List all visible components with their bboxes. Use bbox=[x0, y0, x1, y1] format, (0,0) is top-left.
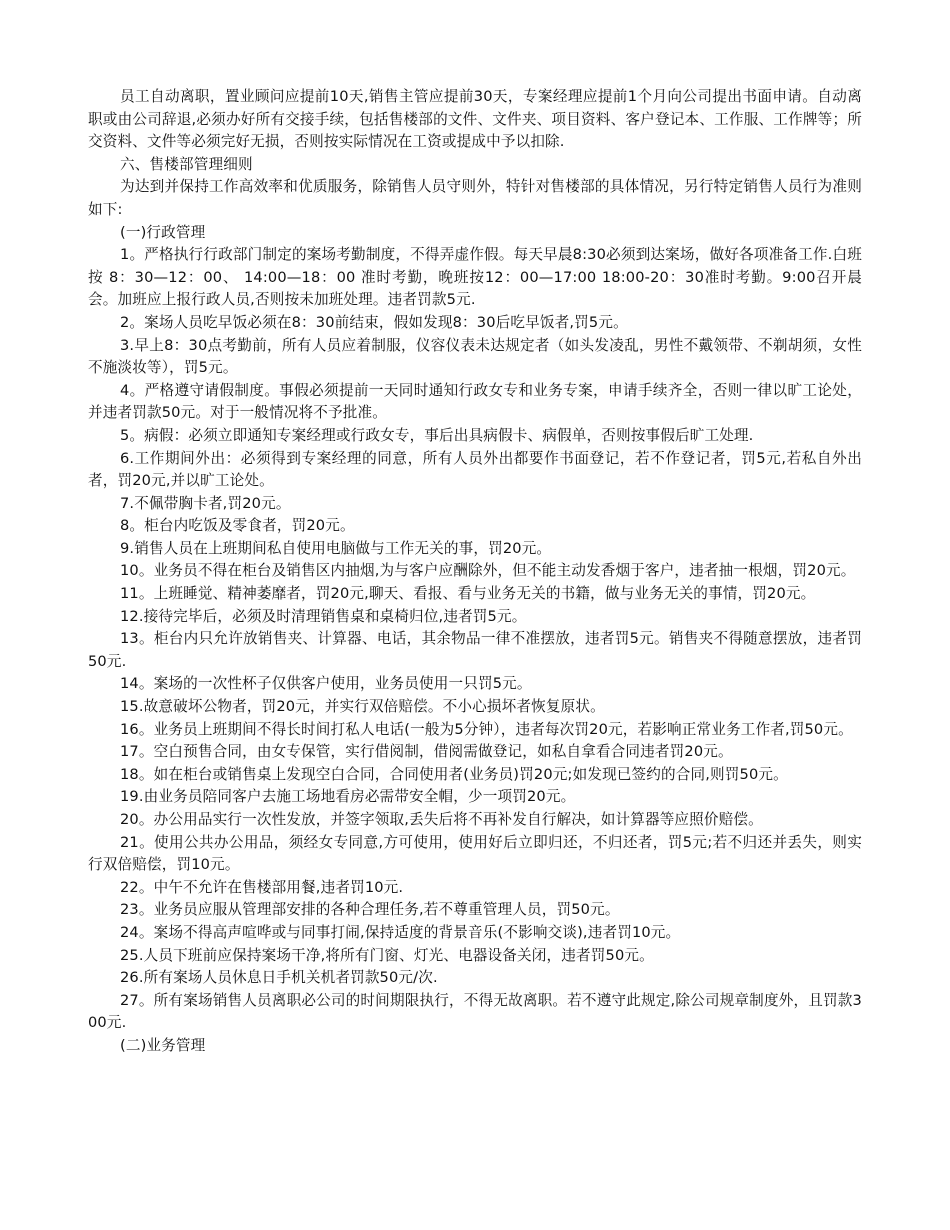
rule-20: 20。办公用品实行一次性发放，并签字领取,丢失后将不再补发自行解决，如计算器等应照价赔偿。 bbox=[120, 811, 763, 828]
document-body bbox=[88, 86, 862, 1058]
rule-10: 10。业务员不得在柜台及销售区内抽烟,为与客户应酬除外，但不能主动发香烟于客户，违者抽一根烟，罚20元。 bbox=[120, 562, 856, 580]
rule-18: 18。如在柜台或销售桌上发现空白合同，合同使用者(业务员)罚20元;如发现已签约的合同,则罚50元。 bbox=[120, 765, 788, 783]
paragraph-intro: 为达到并保持工作高效率和优质服务，除销售人员守则外，特针对售楼部的具体情况，另行特定销售人员行为准则如下: bbox=[88, 178, 862, 218]
rule-11: 11。上班睡觉、精神萎靡者，罚20元,聊天、看报、看与业务无关的书籍，做与业务无关的事情，罚20元。 bbox=[120, 585, 816, 603]
rule-22: 22。中午不允许在售楼部用餐,违者罚10元. bbox=[120, 878, 404, 896]
section-heading-sales-office-rules: 六、售楼部管理细则 bbox=[120, 155, 253, 173]
rule-12: 12.接待完毕后，必须及时清理销售桌和桌椅归位,违者罚5元。 bbox=[120, 607, 527, 625]
rule-21: 21。使用公共办公用品，须经女专同意,方可使用，使用好后立即归还，不归还者，罚5元;若不归还并丢失，则实行双倍赔偿，罚10元。 bbox=[88, 833, 862, 874]
rule-2: 2。案场人员吃早饭必须在8：30前结束，假如发现8：30后吃早饭者,罚5元。 bbox=[120, 313, 628, 331]
rule-27: 27。所有案场销售人员离职必公司的时间期限执行，不得无故离职。若不遵守此规定,除公司规章制度外，且罚款300元. bbox=[88, 991, 862, 1032]
rule-15: 15.故意破坏公物者，罚20元，并实行双倍赔偿。不小心损坏者恢复原状。 bbox=[120, 698, 605, 716]
rule-7: 7.不佩带胸卡者,罚20元。 bbox=[120, 494, 291, 512]
subsection-heading-admin: (一)行政管理 bbox=[120, 223, 206, 241]
rule-24: 24。案场不得高声喧哗或与同事打闹,保持适度的背景音乐(不影响交谈),违者罚10元。 bbox=[120, 923, 681, 941]
rule-14: 14。案场的一次性杯子仅供客户使用，业务员使用一只罚5元。 bbox=[120, 675, 532, 693]
rule-19: 19.由业务员陪同客户去施工场地看房必需带安全帽，少一项罚20元。 bbox=[120, 788, 576, 806]
rule-6: 6.工作期间外出：必须得到专案经理的同意，所有人员外出都要作书面登记，若不作登记者，罚5元,若私自外出者，罚20元,并以旷工论处。 bbox=[88, 449, 862, 490]
subsection-heading-business: (二)业务管理 bbox=[120, 1036, 206, 1054]
paragraph-resignation: 员工自动离职，置业顾问应提前10天,销售主管应提前30天，专案经理应提前1个月向公司提出书面申请。自动离职或由公司辞退,必须办好所有交接手续，包括售楼部的文件、文件夹、项目资料、客户登记本、工作服、工作牌等；所交资料、文件等必须完好无损，否则按实际情况在工资或提成中予以扣除. bbox=[88, 88, 862, 151]
rule-4: 4。严格遵守请假制度。事假必须提前一天同时通知行政女专和业务专案，申请手续齐全，否则一律以旷工论处，并违者罚款50元。对于一般情况将不予批准。 bbox=[88, 381, 862, 422]
rule-26: 26.所有案场人员休息日手机关机者罚款50元/次. bbox=[120, 969, 438, 987]
rule-13: 13。柜台内只允许放销售夹、计算器、电话，其余物品一律不准摆放，违者罚5元。销售夹不得随意摆放，违者罚50元. bbox=[88, 630, 862, 670]
rule-25: 25.人员下班前应保持案场干净,将所有门窗、灯光、电器设备关闭，违者罚50元。 bbox=[120, 946, 654, 964]
rule-1: 1。严格执行行政部门制定的案场考勤制度，不得弄虚作假。每天早晨8:30必须到达案场，做好各项准备工作.白班按 8：30—12：00、 14:00—18：00 准时考勤，晚班按12：00—17:00 18:00-20：30准时考勤。9:00召开晨会。加班应上报行政人员,否则按未加班处理。违者罚款5元. bbox=[88, 246, 862, 309]
rule-17: 17。空白预售合同，由女专保管，实行借阅制，借阅需做登记，如私自拿看合同违者罚20元。 bbox=[120, 743, 733, 761]
rule-5: 5。病假：必须立即通知专案经理或行政女专，事后出具病假卡、病假单，否则按事假后旷工处理. bbox=[120, 426, 754, 444]
rule-3: 3.早上8：30点考勤前，所有人员应着制服，仪容仪表未达规定者（如头发凌乱，男性不戴领带、不剃胡须，女性不施淡妆等），罚5元。 bbox=[88, 336, 862, 377]
rule-16: 16。业务员上班期间不得长时间打私人电话(一般为5分钟），违者每次罚20元，若影响正常业务工作者,罚50元。 bbox=[120, 720, 853, 738]
rule-23: 23。业务员应服从管理部安排的各种合理任务,若不尊重管理人员，罚50元。 bbox=[120, 901, 620, 919]
rule-8: 8。柜台内吃饭及零食者，罚20元。 bbox=[120, 517, 355, 535]
rule-9: 9.销售人员在上班期间私自使用电脑做与工作无关的事，罚20元。 bbox=[120, 539, 552, 557]
